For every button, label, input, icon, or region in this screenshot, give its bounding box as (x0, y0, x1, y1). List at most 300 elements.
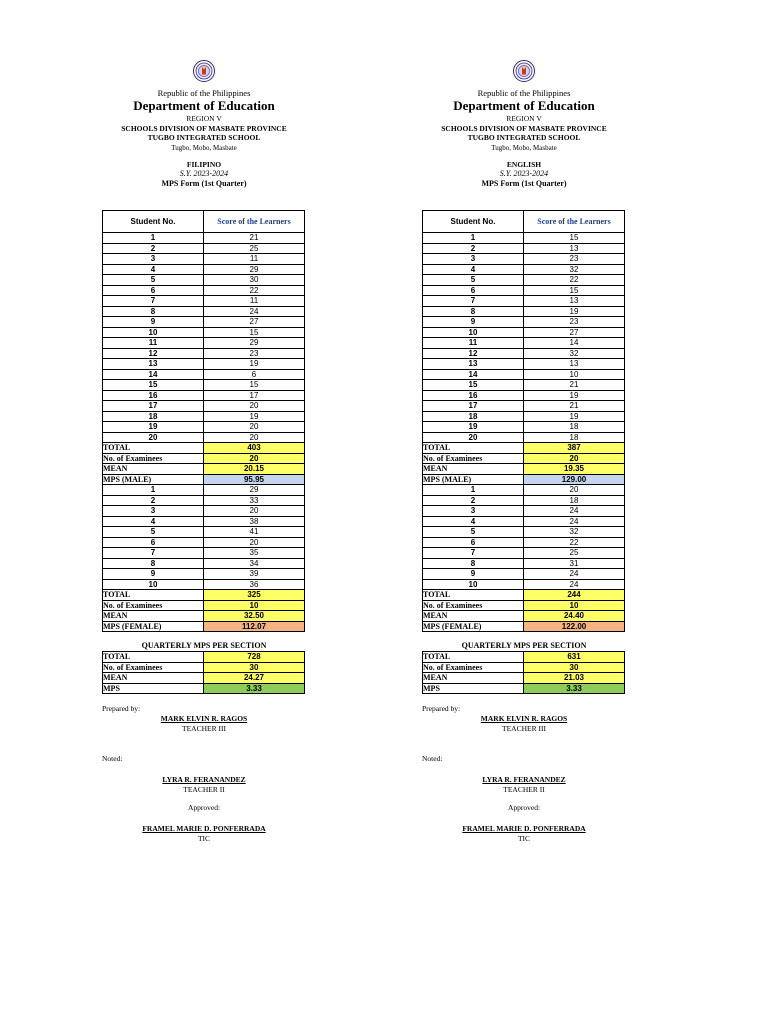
male-mean-row-label: MEAN (423, 464, 524, 475)
male-row (103, 296, 305, 307)
male-row-label: 9 (423, 317, 524, 328)
male-row-label: 11 (423, 338, 524, 349)
prepared-position: TEACHER III (502, 724, 546, 733)
male-row-label: 16 (103, 390, 204, 401)
male-row-label: 10 (103, 327, 204, 338)
male-row-label: 14 (423, 369, 524, 380)
quarterly-mean-row (103, 673, 305, 684)
male-row (103, 338, 305, 349)
female-row-value: 24 (524, 506, 625, 517)
male-row-value: 14 (524, 338, 625, 349)
male-row-value: 22 (524, 275, 625, 286)
male-row (423, 275, 625, 286)
male-examinees-row-label: No. of Examinees (103, 453, 204, 464)
male-row-value: 13 (524, 243, 625, 254)
female-total-row-value: 244 (524, 590, 625, 601)
deped-seal-icon (513, 60, 535, 82)
female-mean-row-label: MEAN (423, 611, 524, 622)
quarterly-examinees-value: 30 (204, 662, 305, 673)
school-year: S.Y. 2023-2024 (179, 169, 229, 179)
noted-label: Noted: (422, 754, 443, 763)
male-row-value: 13 (524, 296, 625, 307)
male-row-label: 13 (423, 359, 524, 370)
female-mean-row-label: MEAN (103, 611, 204, 622)
male-row-value: 20 (204, 401, 305, 412)
prepared-position: TEACHER III (182, 724, 226, 733)
male-row-label: 7 (103, 296, 204, 307)
male-row (103, 243, 305, 254)
male-mean-row-value: 20.15 (204, 464, 305, 475)
female-row-value: 24 (524, 579, 625, 590)
male-row-value: 11 (204, 254, 305, 265)
female-row-label: 5 (423, 527, 524, 538)
noted-name: LYRA R. FERANANDEZ (482, 775, 566, 784)
male-row-label: 5 (103, 275, 204, 286)
quarterly-mean-row (423, 673, 625, 684)
mps-form-english (422, 60, 626, 844)
female-row (423, 558, 625, 569)
female-row (423, 537, 625, 548)
department-title: Department of Education (453, 98, 595, 113)
quarterly-total-row (423, 652, 625, 663)
female-row (103, 548, 305, 559)
female-mps-row-value: 112.07 (204, 621, 305, 632)
male-row-value: 21 (524, 401, 625, 412)
male-row (103, 306, 305, 317)
quarterly-total-label: TOTAL (103, 652, 204, 663)
male-row-label: 15 (423, 380, 524, 391)
quarterly-examinees-row (103, 662, 305, 673)
female-row-label: 3 (423, 506, 524, 517)
female-row-value: 22 (524, 537, 625, 548)
signatories (102, 704, 306, 844)
region-text: REGION V (506, 114, 542, 123)
male-row-label: 6 (103, 285, 204, 296)
male-row (423, 401, 625, 412)
female-mps-row-value: 122.00 (524, 621, 625, 632)
header-row-label: Student No. (103, 211, 204, 233)
male-row-label: 2 (423, 243, 524, 254)
male-row-label: 8 (423, 306, 524, 317)
male-row-value: 25 (204, 243, 305, 254)
female-row-label: 2 (423, 495, 524, 506)
female-row-value: 18 (524, 495, 625, 506)
female-row-value: 25 (524, 548, 625, 559)
male-row-label: 14 (103, 369, 204, 380)
male-mean-row-value: 19.35 (524, 464, 625, 475)
male-row-label: 15 (103, 380, 204, 391)
male-examinees-row (423, 453, 625, 464)
male-row-label: 18 (423, 411, 524, 422)
male-total-row (103, 443, 305, 454)
female-row-label: 9 (423, 569, 524, 580)
male-row-value: 18 (524, 432, 625, 443)
republic-text: Republic of the Philippines (477, 88, 571, 98)
quarterly-examinees-value: 30 (524, 662, 625, 673)
male-row (103, 380, 305, 391)
female-row-label: 10 (423, 579, 524, 590)
female-examinees-row-value: 10 (204, 600, 305, 611)
male-row-value: 27 (204, 317, 305, 328)
female-row-label: 7 (103, 548, 204, 559)
male-row-label: 7 (423, 296, 524, 307)
male-row (103, 369, 305, 380)
school-text: TUGBO INTEGRATED SCHOOL (147, 133, 261, 143)
form-header (422, 60, 626, 210)
female-row (423, 569, 625, 580)
male-row-value: 19 (524, 306, 625, 317)
male-row-label: 8 (103, 306, 204, 317)
female-row-label: 9 (103, 569, 204, 580)
female-row (103, 579, 305, 590)
male-row (103, 264, 305, 275)
male-row-value: 20 (204, 432, 305, 443)
prepared-name: MARK ELVIN R. RAGOS (480, 714, 568, 723)
male-row-label: 3 (423, 254, 524, 265)
male-row-label: 20 (103, 432, 204, 443)
approved-name: FRAMEL MARIE D. PONFERRADA (462, 824, 586, 833)
noted-position: TEACHER II (503, 785, 545, 794)
female-examinees-row-label: No. of Examinees (423, 600, 524, 611)
male-row (423, 380, 625, 391)
male-row-label: 4 (103, 264, 204, 275)
female-row-label: 8 (423, 558, 524, 569)
division-text: SCHOOLS DIVISION OF MASBATE PROVINCE (121, 123, 287, 133)
male-row (103, 348, 305, 359)
male-row (103, 411, 305, 422)
male-row-value: 29 (204, 264, 305, 275)
female-row-value: 24 (524, 569, 625, 580)
male-row-label: 11 (103, 338, 204, 349)
female-mps-row-label: MPS (FEMALE) (103, 621, 204, 632)
form-title: MPS Form (1st Quarter) (161, 179, 247, 189)
female-row-value: 31 (524, 558, 625, 569)
male-examinees-row-label: No. of Examinees (423, 453, 524, 464)
male-row (103, 327, 305, 338)
female-examinees-row (103, 600, 305, 611)
male-row-value: 15 (524, 285, 625, 296)
prepared-name: MARK ELVIN R. RAGOS (160, 714, 248, 723)
male-row-label: 18 (103, 411, 204, 422)
male-row-label: 19 (103, 422, 204, 433)
quarterly-total-row (103, 652, 305, 663)
male-row (103, 401, 305, 412)
male-row-value: 15 (524, 233, 625, 244)
female-row-value: 41 (204, 527, 305, 538)
female-row-label: 4 (103, 516, 204, 527)
quarterly-table (102, 651, 305, 694)
male-row (423, 296, 625, 307)
male-row-label: 6 (423, 285, 524, 296)
quarterly-mps-label: MPS (103, 683, 204, 694)
quarterly-mean-label: MEAN (103, 673, 204, 684)
division-text: SCHOOLS DIVISION OF MASBATE PROVINCE (441, 123, 607, 133)
male-row-label: 9 (103, 317, 204, 328)
male-row-value: 27 (524, 327, 625, 338)
scores-table (422, 210, 625, 632)
quarterly-mean-value: 21.03 (524, 673, 625, 684)
male-row (423, 422, 625, 433)
female-row (423, 579, 625, 590)
male-examinees-row (103, 453, 305, 464)
male-row-value: 23 (204, 348, 305, 359)
male-row-value: 23 (524, 254, 625, 265)
prepared-label: Prepared by: (422, 704, 461, 713)
female-row (423, 506, 625, 517)
region-text: REGION V (186, 114, 222, 123)
female-row-label: 4 (423, 516, 524, 527)
female-total-row-value: 325 (204, 590, 305, 601)
address-text: Tugbo, Mobo, Masbate (491, 143, 557, 152)
male-row-label: 19 (423, 422, 524, 433)
female-total-row (103, 590, 305, 601)
male-row (103, 422, 305, 433)
male-row-label: 5 (423, 275, 524, 286)
male-row (423, 285, 625, 296)
school-year: S.Y. 2023-2024 (499, 169, 549, 179)
male-row-label: 16 (423, 390, 524, 401)
male-row-label: 2 (103, 243, 204, 254)
quarterly-examinees-label: No. of Examinees (423, 662, 524, 673)
male-total-row-value: 403 (204, 443, 305, 454)
female-mean-row-value: 32.50 (204, 611, 305, 622)
noted-label: Noted: (102, 754, 123, 763)
male-row (103, 233, 305, 244)
approved-label: Approved: (507, 803, 541, 812)
male-mps-row-label: MPS (MALE) (103, 474, 204, 485)
female-row-label: 6 (103, 537, 204, 548)
male-row-value: 32 (524, 348, 625, 359)
male-row-value: 17 (204, 390, 305, 401)
male-row-value: 19 (524, 390, 625, 401)
male-row-label: 10 (423, 327, 524, 338)
female-examinees-row-value: 10 (524, 600, 625, 611)
male-row-value: 11 (204, 296, 305, 307)
male-total-row-label: TOTAL (103, 443, 204, 454)
header-row-value: Score of the Learners (204, 211, 305, 233)
address-text: Tugbo, Mobo, Masbate (171, 143, 237, 152)
quarterly-examinees-label: No. of Examinees (103, 662, 204, 673)
female-row-value: 34 (204, 558, 305, 569)
female-row-value: 20 (204, 537, 305, 548)
female-row (423, 527, 625, 538)
quarterly-mps-label: MPS (423, 683, 524, 694)
subject-title: FILIPINO (186, 159, 222, 169)
male-row-value: 29 (204, 338, 305, 349)
male-row-value: 15 (204, 380, 305, 391)
female-row (103, 569, 305, 580)
approved-name: FRAMEL MARIE D. PONFERRADA (142, 824, 266, 833)
female-mean-row-value: 24.40 (524, 611, 625, 622)
female-row-value: 20 (524, 485, 625, 496)
male-total-row-value: 387 (524, 443, 625, 454)
male-row (103, 275, 305, 286)
female-total-row-label: TOTAL (103, 590, 204, 601)
approved-label: Approved: (187, 803, 221, 812)
female-row-label: 6 (423, 537, 524, 548)
female-mps-row-label: MPS (FEMALE) (423, 621, 524, 632)
male-row-value: 22 (204, 285, 305, 296)
male-row (423, 243, 625, 254)
female-total-row (423, 590, 625, 601)
male-row-label: 17 (103, 401, 204, 412)
female-mps-row (103, 621, 305, 632)
male-row-label: 12 (423, 348, 524, 359)
female-row (423, 548, 625, 559)
male-row-label: 4 (423, 264, 524, 275)
female-row-value: 33 (204, 495, 305, 506)
male-row-value: 18 (524, 422, 625, 433)
quarterly-title: QUARTERLY MPS PER SECTION (141, 641, 267, 650)
female-row (103, 506, 305, 517)
female-examinees-row-label: No. of Examinees (103, 600, 204, 611)
male-row (423, 317, 625, 328)
quarterly-mean-value: 24.27 (204, 673, 305, 684)
male-row-value: 15 (204, 327, 305, 338)
quarterly-mps-value: 3.33 (204, 683, 305, 694)
mps-form-filipino (102, 60, 306, 844)
quarterly-total-value: 728 (204, 652, 305, 663)
male-row-value: 20 (204, 422, 305, 433)
quarterly-mps-value: 3.33 (524, 683, 625, 694)
male-row-label: 1 (423, 233, 524, 244)
deped-seal-icon (193, 60, 215, 82)
male-row-value: 21 (524, 380, 625, 391)
male-row-label: 3 (103, 254, 204, 265)
header-row-label: Student No. (423, 211, 524, 233)
form-header (102, 60, 306, 210)
quarterly-examinees-row (423, 662, 625, 673)
female-row (103, 485, 305, 496)
male-mean-row-label: MEAN (103, 464, 204, 475)
female-row-label: 1 (103, 485, 204, 496)
quarterly-table (422, 651, 625, 694)
header-row (103, 211, 305, 233)
female-row-label: 7 (423, 548, 524, 559)
male-row-value: 24 (204, 306, 305, 317)
male-row (103, 390, 305, 401)
noted-name: LYRA R. FERANANDEZ (162, 775, 246, 784)
male-row (423, 254, 625, 265)
female-row-label: 8 (103, 558, 204, 569)
male-mps-row-label: MPS (MALE) (423, 474, 524, 485)
female-row-value: 20 (204, 506, 305, 517)
male-row (103, 285, 305, 296)
male-row (423, 327, 625, 338)
male-row-value: 21 (204, 233, 305, 244)
republic-text: Republic of the Philippines (157, 88, 251, 98)
female-row-value: 35 (204, 548, 305, 559)
header-row (423, 211, 625, 233)
scores-table (102, 210, 305, 632)
signatories (422, 704, 626, 844)
approved-position: TIC (517, 834, 531, 843)
male-row-value: 32 (524, 264, 625, 275)
female-row (103, 516, 305, 527)
male-total-row (423, 443, 625, 454)
male-row-label: 12 (103, 348, 204, 359)
prepared-label: Prepared by: (102, 704, 141, 713)
male-mean-row (423, 464, 625, 475)
male-examinees-row-value: 20 (524, 453, 625, 464)
female-mean-row (423, 611, 625, 622)
female-mps-row (423, 621, 625, 632)
female-row-value: 24 (524, 516, 625, 527)
male-row-value: 30 (204, 275, 305, 286)
male-row (423, 348, 625, 359)
male-mean-row (103, 464, 305, 475)
female-row (423, 495, 625, 506)
male-row (103, 317, 305, 328)
female-row (103, 527, 305, 538)
female-row (103, 495, 305, 506)
male-row (423, 411, 625, 422)
female-examinees-row (423, 600, 625, 611)
female-row-label: 5 (103, 527, 204, 538)
male-row (423, 264, 625, 275)
female-row-label: 2 (103, 495, 204, 506)
female-row-value: 29 (204, 485, 305, 496)
quarterly-title: QUARTERLY MPS PER SECTION (461, 641, 587, 650)
female-total-row-label: TOTAL (423, 590, 524, 601)
approved-position: TIC (197, 834, 211, 843)
male-row-label: 17 (423, 401, 524, 412)
subject-title: ENGLISH (506, 159, 542, 169)
male-row-value: 13 (524, 359, 625, 370)
male-row (423, 359, 625, 370)
header-row-value: Score of the Learners (524, 211, 625, 233)
male-total-row-label: TOTAL (423, 443, 524, 454)
male-row (423, 432, 625, 443)
male-examinees-row-value: 20 (204, 453, 305, 464)
quarterly-total-value: 631 (524, 652, 625, 663)
male-row (423, 369, 625, 380)
female-row-value: 38 (204, 516, 305, 527)
male-mps-row (423, 474, 625, 485)
school-text: TUGBO INTEGRATED SCHOOL (467, 133, 581, 143)
male-row-value: 19 (204, 359, 305, 370)
male-row (103, 359, 305, 370)
male-row-label: 1 (103, 233, 204, 244)
female-row (423, 516, 625, 527)
female-row-label: 10 (103, 579, 204, 590)
male-mps-row-value: 95.95 (204, 474, 305, 485)
female-row-value: 32 (524, 527, 625, 538)
male-row (423, 390, 625, 401)
quarterly-mean-label: MEAN (423, 673, 524, 684)
male-row (423, 233, 625, 244)
female-row-label: 1 (423, 485, 524, 496)
male-row-value: 19 (204, 411, 305, 422)
female-row (423, 485, 625, 496)
male-row (103, 432, 305, 443)
quarterly-total-label: TOTAL (423, 652, 524, 663)
male-row-value: 6 (204, 369, 305, 380)
male-row-value: 23 (524, 317, 625, 328)
male-row (423, 306, 625, 317)
female-row (103, 558, 305, 569)
noted-position: TEACHER II (183, 785, 225, 794)
male-row-value: 10 (524, 369, 625, 380)
male-row (423, 338, 625, 349)
female-row (103, 537, 305, 548)
female-row-value: 36 (204, 579, 305, 590)
female-row-label: 3 (103, 506, 204, 517)
male-mps-row (103, 474, 305, 485)
female-row-value: 39 (204, 569, 305, 580)
quarterly-mps-row (423, 683, 625, 694)
female-mean-row (103, 611, 305, 622)
